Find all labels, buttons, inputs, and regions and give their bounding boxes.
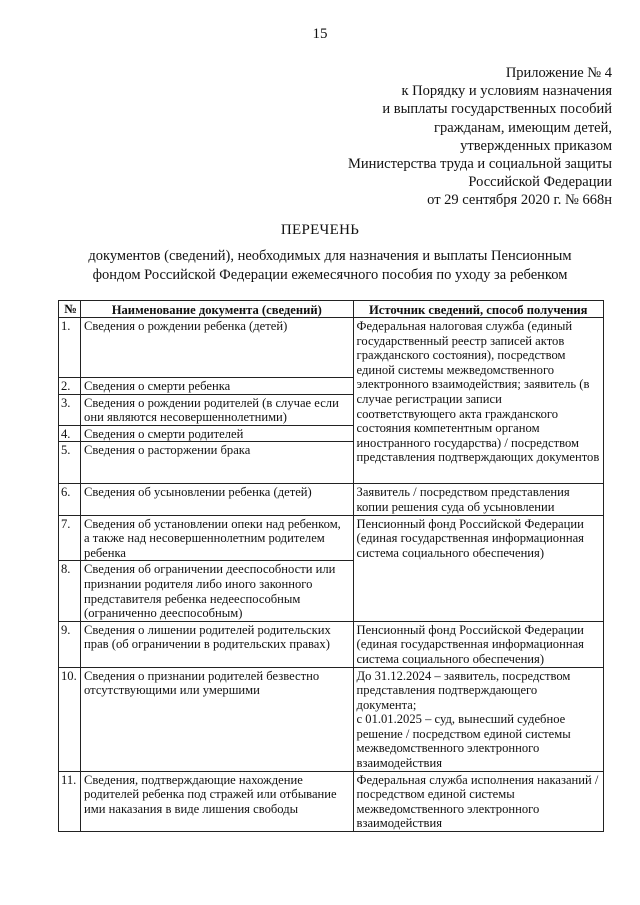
row-document-name: Сведения о лишении родителей родительских прав (об ограничении в родительских правах) xyxy=(81,621,354,667)
row-number: 6. xyxy=(59,484,81,515)
row-document-name: Сведения о смерти ребенка xyxy=(81,378,354,395)
document-subtitle xyxy=(80,247,580,284)
appendix-line: от 29 сентября 2020 г. № 668н xyxy=(427,192,612,209)
appendix-line: и выплаты государственных пособий xyxy=(382,101,612,118)
row-document-name: Сведения о расторжении брака xyxy=(81,442,354,484)
source-part: с 01.01.2025 – суд, вынесший судебное решение / посредством единой системы межведомственного электронного взаимодействия xyxy=(356,712,571,771)
table-row xyxy=(59,318,604,378)
table-row xyxy=(59,484,604,515)
table-header-row xyxy=(59,301,604,318)
row-number: 1. xyxy=(59,318,81,378)
table-row xyxy=(59,515,604,561)
documents-table xyxy=(58,300,604,832)
appendix-line: Российской Федерации xyxy=(468,174,612,191)
document-title: ПЕРЕЧЕНЬ xyxy=(280,222,360,238)
appendix-line: к Порядку и условиям назначения xyxy=(401,83,612,100)
row-document-name: Сведения о рождении родителей (в случае если они являются несовершеннолетними) xyxy=(81,394,354,425)
row-source xyxy=(353,667,603,771)
subtitle-line: фондом Российской Федерации ежемесячного пособия по уходу за ребенком xyxy=(92,266,568,283)
row-number: 2. xyxy=(59,378,81,395)
row-document-name: Сведения об усыновлении ребенка (детей) xyxy=(81,484,354,515)
row-document-name: Сведения о рождении ребенка (детей) xyxy=(81,318,354,378)
table-row xyxy=(59,621,604,667)
header-source: Источник сведений, способ получения xyxy=(353,301,603,318)
subtitle-line: документов (сведений), необходимых для назначения и выплаты Пенсионным xyxy=(88,248,572,264)
table-row xyxy=(59,771,604,831)
header-number: № xyxy=(59,301,81,318)
appendix-header xyxy=(282,64,612,210)
row-document-name: Сведения, подтверждающие нахождение родителей ребенка под стражей или отбывание ими наказания в виде лишения свободы xyxy=(81,771,354,831)
row-document-name: Сведения о смерти родителей xyxy=(81,425,354,442)
appendix-line: Приложение № 4 xyxy=(505,65,612,81)
row-source: Пенсионный фонд Российской Федерации (единая государственная информационная система социального обеспечения) xyxy=(353,621,603,667)
appendix-line: гражданам, имеющим детей, xyxy=(434,119,612,136)
row-source: Заявитель / посредством представления копии решения суда об усыновлении xyxy=(353,484,603,515)
row-source: Федеральная служба исполнения наказаний / посредством единой системы межведомственного электронного взаимодействия xyxy=(353,771,603,831)
row-source: Федеральная налоговая служба (единый государственный реестр записей актов гражданского состояния), посредством единой системы межведомственного электронного взаимодействия; заявитель (в случае регистрации записи соответствующего акта гражданского состояния компетентным органом иностранного государства) / посредством представления подтверждающих документов xyxy=(353,318,603,484)
row-document-name: Сведения об ограничении дееспособности или признании родителя либо иного законного представителя ребенка недееспособным (ограниченно дееспособным) xyxy=(81,561,354,621)
row-document-name: Сведения о признании родителей безвестно отсутствующими или умершими xyxy=(81,667,354,771)
row-number: 9. xyxy=(59,621,81,667)
row-number: 11. xyxy=(59,771,81,831)
row-document-name: Сведения об установлении опеки над ребенком, а также над несовершеннолетним родителем ребенка xyxy=(81,515,354,561)
row-number: 3. xyxy=(59,394,81,425)
row-source: Пенсионный фонд Российской Федерации (единая государственная информационная система социального обеспечения) xyxy=(353,515,603,621)
source-part: До 31.12.2024 – заявитель, посредством представления подтверждающего документа; xyxy=(356,668,571,712)
row-number: 10. xyxy=(59,667,81,771)
row-number: 5. xyxy=(59,442,81,484)
row-number: 7. xyxy=(59,515,81,561)
appendix-line: утвержденных приказом xyxy=(460,137,612,154)
header-document-name: Наименование документа (сведений) xyxy=(81,301,354,318)
appendix-line: Министерства труда и социальной защиты xyxy=(347,156,612,173)
page-number: 15 xyxy=(312,26,328,42)
row-number: 8. xyxy=(59,561,81,621)
row-number: 4. xyxy=(59,425,81,442)
table-row xyxy=(59,667,604,771)
